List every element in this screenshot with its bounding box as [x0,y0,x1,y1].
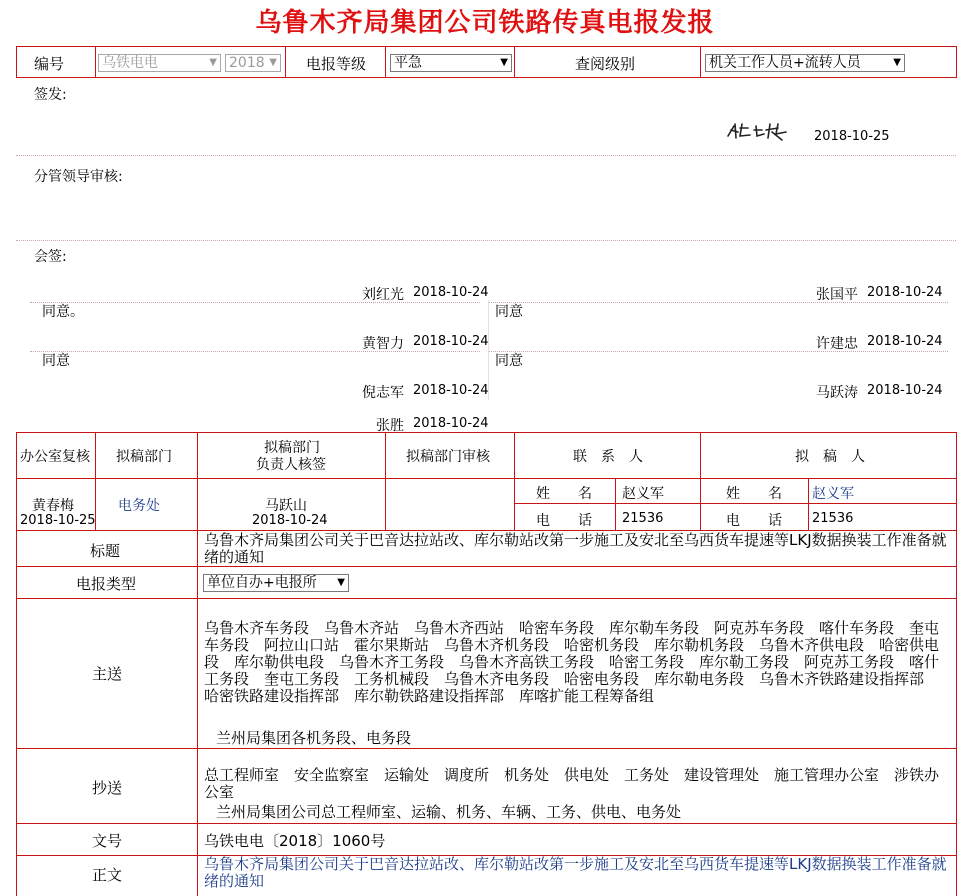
body-link[interactable]: 乌鲁木齐局集团公司关于巴音达拉站改、库尔勒站改第一步施工及安北至乌西货车提速等LKJ数据换装工作准备就绪的通知 [204,855,947,890]
drafter-phone: 21536 [812,511,854,526]
review-label: 查阅级别 [575,55,636,73]
drafter-label: 拟 稿 人 [795,449,865,465]
number-label: 编号 [34,55,65,73]
section-divider [16,155,956,156]
countersign-name: 黄智力 [362,336,404,352]
contact-phone-label: 电 话 [536,513,592,529]
cc-recipients: 总工程师室 安全监察室 运输处 调度所 机务处 供电处 工务处 建设管理处 施工管理办公室 涉铁办公室 [204,766,940,801]
countersign-name: 张胜 [376,418,404,434]
number-prefix-select[interactable] [98,54,221,72]
doc-no-label: 文号 [92,832,123,850]
dept-head-label: 负责人核签 [256,457,326,473]
chevron-down-icon: ▼ [893,57,901,68]
office-review-label: 办公室复核 [20,449,90,465]
office-review-date: 2018-10-25 [20,513,96,528]
type-select[interactable] [203,574,349,592]
countersign-date: 2018-10-24 [413,285,489,300]
countersign-name: 许建忠 [816,336,858,352]
drafting-dept-link[interactable]: 电务处 [118,498,160,514]
chevron-down-icon: ▼ [337,577,345,588]
countersign-date: 2018-10-24 [413,383,489,398]
section-divider [16,240,956,241]
number-year-select[interactable] [225,54,281,72]
countersign-comment: 同意 [495,353,523,369]
dept-head-name: 马跃山 [265,498,307,514]
table-right-border [956,46,957,78]
body-label: 正文 [92,866,123,884]
sign-issue-date: 2018-10-25 [814,129,890,144]
countersign-comment: 同意。 [42,304,84,320]
type-value: 单位自办+电报所 [207,575,317,591]
main-recipients: 乌鲁木齐车务段 乌鲁木齐站 乌鲁木齐西站 哈密车务段 库尔勒车务段 阿克苏车务段 喀什车务段 奎屯车务段 阿拉山口站 霍尔果斯站 乌鲁木齐机务段 哈密机务段 库尔勒机务段 乌鲁木齐供电段 哈密供电段 库尔勒供电段 乌鲁木齐工务段 乌鲁木齐高铁工务段 哈密工务段 库尔勒工务段 阿克苏工务段 喀什工务段 奎屯工务段 工务机械段 乌鲁木齐电务段 哈密电务段 库尔勒电务段 乌鲁木齐铁路建设指挥部 哈密铁路建设指挥部 库尔勒铁路建设指挥部 库喀扩能工程筹备组 [204,619,940,705]
level-value: 平急 [394,55,422,71]
page-title: 乌鲁木齐局集团公司铁路传真电报发报 [255,8,715,38]
countersign-divider [30,302,480,303]
review-level-select[interactable] [705,54,905,72]
main-recipients-label: 主送 [92,665,123,683]
level-label: 电报等级 [306,55,367,73]
countersign-name: 张国平 [816,287,858,303]
title-label: 标题 [90,542,121,560]
handwritten-signature [726,120,794,142]
countersign-divider [488,351,948,352]
countersign-divider [30,351,480,352]
level-select[interactable] [390,54,512,72]
type-label: 电报类型 [76,575,137,593]
countersign-name: 马跃涛 [816,385,858,401]
chevron-down-icon: ▼ [209,57,217,68]
leader-review-label: 分管领导审核: [34,169,123,185]
countersign-date: 2018-10-24 [867,334,943,349]
chevron-down-icon: ▼ [500,57,508,68]
table-left-border [16,46,17,78]
main-recipients-extra: 兰州局集团各机务段、电务段 [216,729,412,747]
countersign-comment: 同意 [42,353,70,369]
cc-recipients-extra: 兰州局集团公司总工程师室、运输、机务、车辆、工务、供电、电务处 [216,803,682,821]
table-top-border [16,46,956,47]
drafter-name-label: 姓 名 [726,486,782,502]
review-level-value: 机关工作人员+流转人员 [709,55,861,71]
doc-no-value: 乌铁电电〔2018〕1060号 [204,832,386,850]
office-reviewer-name: 黄春梅 [32,498,74,514]
contact-name: 赵义军 [622,486,664,502]
title-value: 乌鲁木齐局集团公司关于巴音达拉站改、库尔勒站改第一步施工及安北至乌西货车提速等LKJ数据换装工作准备就绪的通知 [204,531,947,566]
number-prefix-value: 乌铁电电 [102,55,158,71]
countersign-date: 2018-10-24 [867,383,943,398]
dept-head-label: 拟稿部门 [264,440,320,456]
countersign-label: 会签: [34,249,67,265]
countersign-date: 2018-10-24 [413,416,489,431]
drafter-phone-label: 电 话 [726,513,782,529]
chevron-down-icon: ▼ [269,57,277,68]
drafter-name-link[interactable]: 赵义军 [812,486,854,502]
contact-name-label: 姓 名 [536,486,592,502]
countersign-name: 倪志军 [362,385,404,401]
cc-label: 抄送 [92,779,123,797]
countersign-date: 2018-10-24 [413,334,489,349]
sign-issue-label: 签发: [34,87,67,103]
number-year-value: 2018 [229,55,265,71]
countersign-divider [488,302,948,303]
contact-label: 联 系 人 [573,449,643,465]
drafting-dept-label: 拟稿部门 [116,449,172,465]
countersign-name: 刘红光 [362,287,404,303]
dept-review-label: 拟稿部门审核 [406,449,490,465]
countersign-date: 2018-10-24 [867,285,943,300]
header-row-bottom [16,77,956,78]
dept-head-date: 2018-10-24 [252,513,328,528]
contact-phone: 21536 [622,511,664,526]
countersign-comment: 同意 [495,304,523,320]
